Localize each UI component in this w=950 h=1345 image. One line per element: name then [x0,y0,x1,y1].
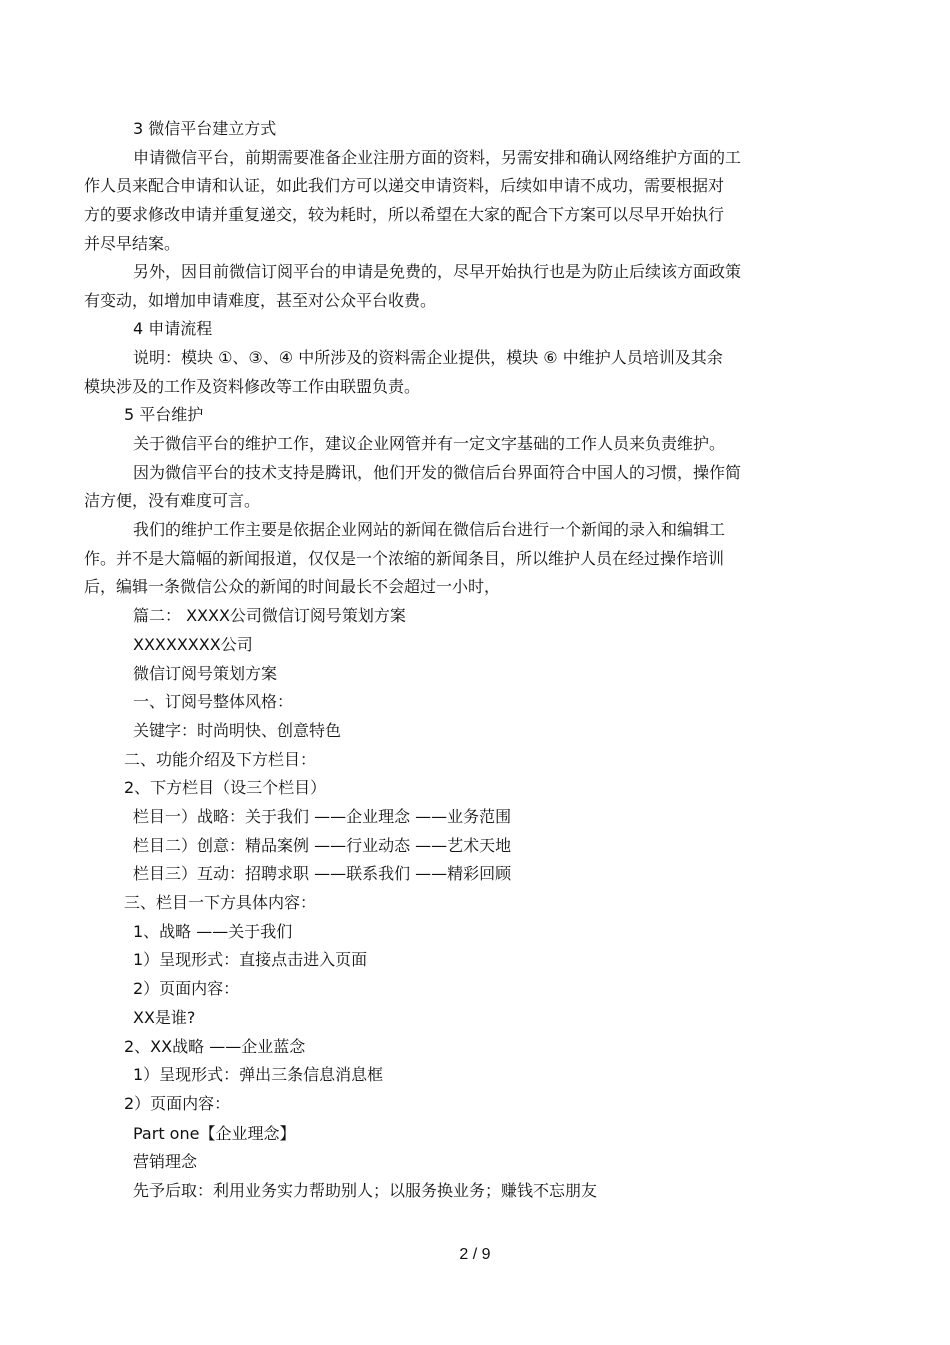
part2-s2: 二、功能介绍及下方栏目： [124,750,317,769]
item1-b: 2）页面内容： [133,979,240,998]
part2-keywords: 关键字：时尚明快、创意特色 [133,721,342,740]
section5-p3-line3: 后，编辑一条微信公众的新闻的时间最长不会超过一小时， [84,577,501,596]
item2-a: 1）呈现形式：弹出三条信息消息框 [133,1065,384,1084]
section5-p1: 关于微信平台的维护工作，建议企业网管并有一定文字基础的工作人员来负责维护。 [133,434,726,453]
part-one-heading: Part one【企业理念】 [133,1124,296,1143]
column-2: 栏目二）创意：精品案例 ——行业动态 ——艺术天地 [133,836,512,855]
part2-s1: 一、订阅号整体风格： [133,692,294,711]
section5-p2-line1: 因为微信平台的技术支持是腾讯，他们开发的微信后台界面符合中国人的习惯，操作简 [133,463,742,482]
section3-p2-line2: 有变动，如增加申请难度，甚至对公众平台收费。 [84,291,437,310]
column-1: 栏目一）战略：关于我们 ——企业理念 ——业务范围 [133,807,512,826]
item1-a: 1）呈现形式：直接点击进入页面 [133,950,368,969]
column-3: 栏目三）互动：招聘求职 ——联系我们 ——精彩回顾 [133,864,512,883]
section5-heading: 5 平台维护 [124,405,204,424]
section5-p3-line1: 我们的维护工作主要是依据企业网站的新闻在微信后台进行一个新闻的录入和编辑工 [133,520,726,539]
marketing-principle: 先予后取：利用业务实力帮助别人；以服务换业务；赚钱不忘朋友 [133,1181,598,1200]
section3-heading: 3 微信平台建立方式 [133,119,277,138]
part2-subtitle: 微信订阅号策划方案 [133,664,278,683]
page-number: 2 / 9 [459,1246,491,1263]
part2-s2-1: 2、下方栏目（设三个栏目） [124,778,327,797]
section3-p1-line3: 方的要求修改申请并重复递交，较为耗时，所以希望在大家的配合下方案可以尽早开始执行 [84,205,725,224]
who-line: XX是谁? [133,1008,196,1027]
marketing-heading: 营销理念 [133,1152,198,1171]
part2-s3: 三、栏目一下方具体内容： [124,893,317,912]
section4-note-line1: 说明：模块 ①、③、④ 中所涉及的资料需企业提供，模块 ⑥ 中维护人员培训及其余 [133,348,723,367]
section3-p2-line1: 另外，因目前微信订阅平台的申请是免费的，尽早开始执行也是为防止后续该方面政策 [133,262,742,281]
section3-p1-line4: 并尽早结案。 [84,234,181,253]
item2: 2、XX战略 ——企业蓝念 [124,1037,306,1056]
section3-p1-line2: 作人员来配合申请和认证，如此我们方可以递交申请资料，后续如申请不成功，需要根据对 [84,176,725,195]
section4-note-line2: 模块涉及的工作及资料修改等工作由联盟负责。 [84,377,421,396]
item1: 1、战略 ——关于我们 [133,922,293,941]
section5-p2-line2: 洁方便，没有难度可言。 [84,491,261,510]
section5-p3-line2: 作。并不是大篇幅的新闻报道，仅仅是一个浓缩的新闻条目，所以维护人员在经过操作培训 [84,549,725,568]
part2-company: XXXXXXXX公司 [133,635,253,654]
section4-heading: 4 申请流程 [133,319,213,338]
item2-b: 2）页面内容： [124,1094,231,1113]
section3-p1-line1: 申请微信平台，前期需要准备企业注册方面的资料，另需安排和确认网络维护方面的工 [133,148,742,167]
part2-title: 篇二： XXXX公司微信订阅号策划方案 [133,606,406,625]
